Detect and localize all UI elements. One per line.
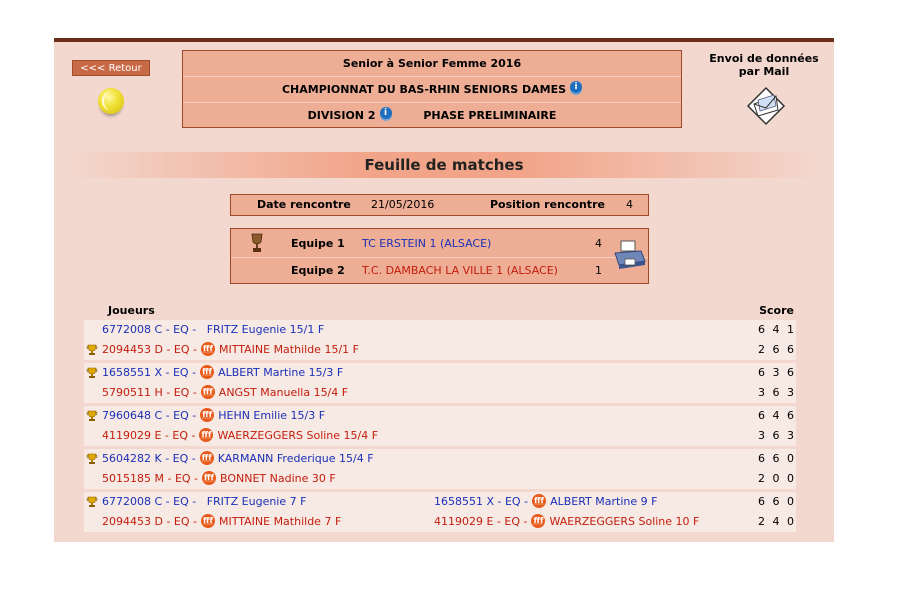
match-row	[84, 406, 796, 446]
team-row-1	[231, 231, 648, 258]
team-2-name[interactable]: T.C. DAMBACH LA VILLE 1 (ALSACE)	[362, 264, 558, 277]
position-value: 4	[626, 198, 633, 211]
match-line-team1	[84, 406, 796, 426]
matches-table	[84, 302, 796, 535]
match-line-team1	[84, 492, 796, 512]
score-team1: 6 4 1	[758, 323, 796, 336]
team-row-2	[231, 258, 648, 284]
fft-logo-icon: fff	[199, 428, 213, 442]
score-team2: 2 6 6	[758, 343, 796, 356]
section-title: Feuille de matches	[64, 152, 824, 178]
fft-logo-icon: fff	[531, 514, 545, 528]
position-label: Position rencontre	[490, 198, 605, 211]
team-2-score: 1	[595, 264, 602, 277]
player-entry[interactable]: 1658551 X - EQ - fff ALBERT Martine 15/3 F	[102, 366, 344, 379]
fft-logo-icon: fff	[532, 494, 546, 508]
score-team2: 3 6 3	[758, 386, 796, 399]
player-entry[interactable]: 4119029 E - EQ - fff WAERZEGGERS Soline 10 F	[434, 515, 700, 528]
fft-logo-icon: fff	[201, 514, 215, 528]
player-entry[interactable]: 6772008 C - EQ - FRITZ Eugenie 15/1 F	[102, 323, 325, 336]
fft-logo-icon: fff	[202, 471, 216, 485]
championship-title: CHAMPIONNAT DU BAS-RHIN SENIORS DAMES i	[183, 77, 681, 103]
score-team2: 3 6 3	[758, 429, 796, 442]
match-line-team1	[84, 320, 796, 340]
match-row	[84, 363, 796, 403]
competition-header	[182, 50, 682, 128]
player-entry[interactable]: 2094453 D - EQ - fff MITTAINE Mathilde 7 F	[102, 515, 342, 528]
player-entry[interactable]: 6772008 C - EQ - FRITZ Eugenie 7 F	[102, 495, 307, 508]
trophy-icon	[86, 496, 98, 508]
main-frame	[54, 38, 834, 542]
team-2-label: Equipe 2	[291, 264, 345, 277]
table-header	[84, 302, 796, 320]
trophy-icon	[86, 453, 98, 465]
fft-logo-icon: fff	[201, 385, 215, 399]
match-line-team2	[84, 512, 796, 532]
score-team1: 6 6 0	[758, 495, 796, 508]
fft-logo-icon: fff	[201, 342, 215, 356]
score-team1: 6 4 6	[758, 409, 796, 422]
match-row	[84, 449, 796, 489]
rencontre-info	[230, 194, 649, 216]
player-entry[interactable]: 5015185 M - EQ - fff BONNET Nadine 30 F	[102, 472, 336, 485]
match-line-team1	[84, 363, 796, 383]
team-1-label: Equipe 1	[291, 237, 345, 250]
teams-box	[230, 228, 649, 284]
match-line-team2	[84, 469, 796, 489]
players-header: Joueurs	[108, 304, 155, 317]
season-title: Senior à Senior Femme 2016	[183, 51, 681, 77]
player-entry[interactable]: 5790511 H - EQ - fff ANGST Manuella 15/4 F	[102, 386, 349, 399]
team-1-name[interactable]: TC ERSTEIN 1 (ALSACE)	[362, 237, 492, 250]
match-row	[84, 320, 796, 360]
player-entry[interactable]: 1658551 X - EQ - fff ALBERT Martine 9 F	[434, 495, 658, 508]
score-team2: 2 4 0	[758, 515, 796, 528]
player-entry[interactable]: 5604282 K - EQ - fff KARMANN Frederique 15/4 F	[102, 452, 374, 465]
score-team1: 6 3 6	[758, 366, 796, 379]
trophy-icon	[86, 410, 98, 422]
info-icon[interactable]: i	[570, 81, 582, 93]
player-entry[interactable]: 7960648 C - EQ - fff HEHN Emilie 15/3 F	[102, 409, 326, 422]
date-value: 21/05/2016	[371, 198, 435, 211]
trophy-icon	[86, 344, 98, 356]
player-entry[interactable]: 2094453 D - EQ - fff MITTAINE Mathilde 15/1 F	[102, 343, 359, 356]
trophy-icon	[86, 367, 98, 379]
match-line-team2	[84, 340, 796, 360]
fft-logo-icon: fff	[200, 365, 214, 379]
score-team1: 6 6 0	[758, 452, 796, 465]
mail-title: Envoi de données par Mail	[709, 52, 819, 78]
fft-logo-icon: fff	[200, 451, 214, 465]
match-line-team2	[84, 426, 796, 446]
match-row	[84, 492, 796, 532]
tennis-ball-icon	[98, 88, 124, 114]
info-icon[interactable]: i	[380, 107, 392, 119]
back-button[interactable]: <<< Retour	[72, 60, 150, 76]
match-list	[84, 320, 796, 532]
player-entry[interactable]: 4119029 E - EQ - fff WAERZEGGERS Soline 15/4 F	[102, 429, 379, 442]
envelope-icon[interactable]	[746, 86, 786, 126]
score-team2: 2 0 0	[758, 472, 796, 485]
score-header: Score	[759, 304, 794, 317]
match-line-team1	[84, 449, 796, 469]
match-line-team2	[84, 383, 796, 403]
team-1-score: 4	[595, 237, 602, 250]
fft-logo-icon: fff	[200, 408, 214, 422]
date-label: Date rencontre	[257, 198, 351, 211]
printer-icon[interactable]	[613, 239, 647, 271]
division-row: DIVISION 2 i PHASE PRELIMINAIRE	[307, 108, 557, 122]
